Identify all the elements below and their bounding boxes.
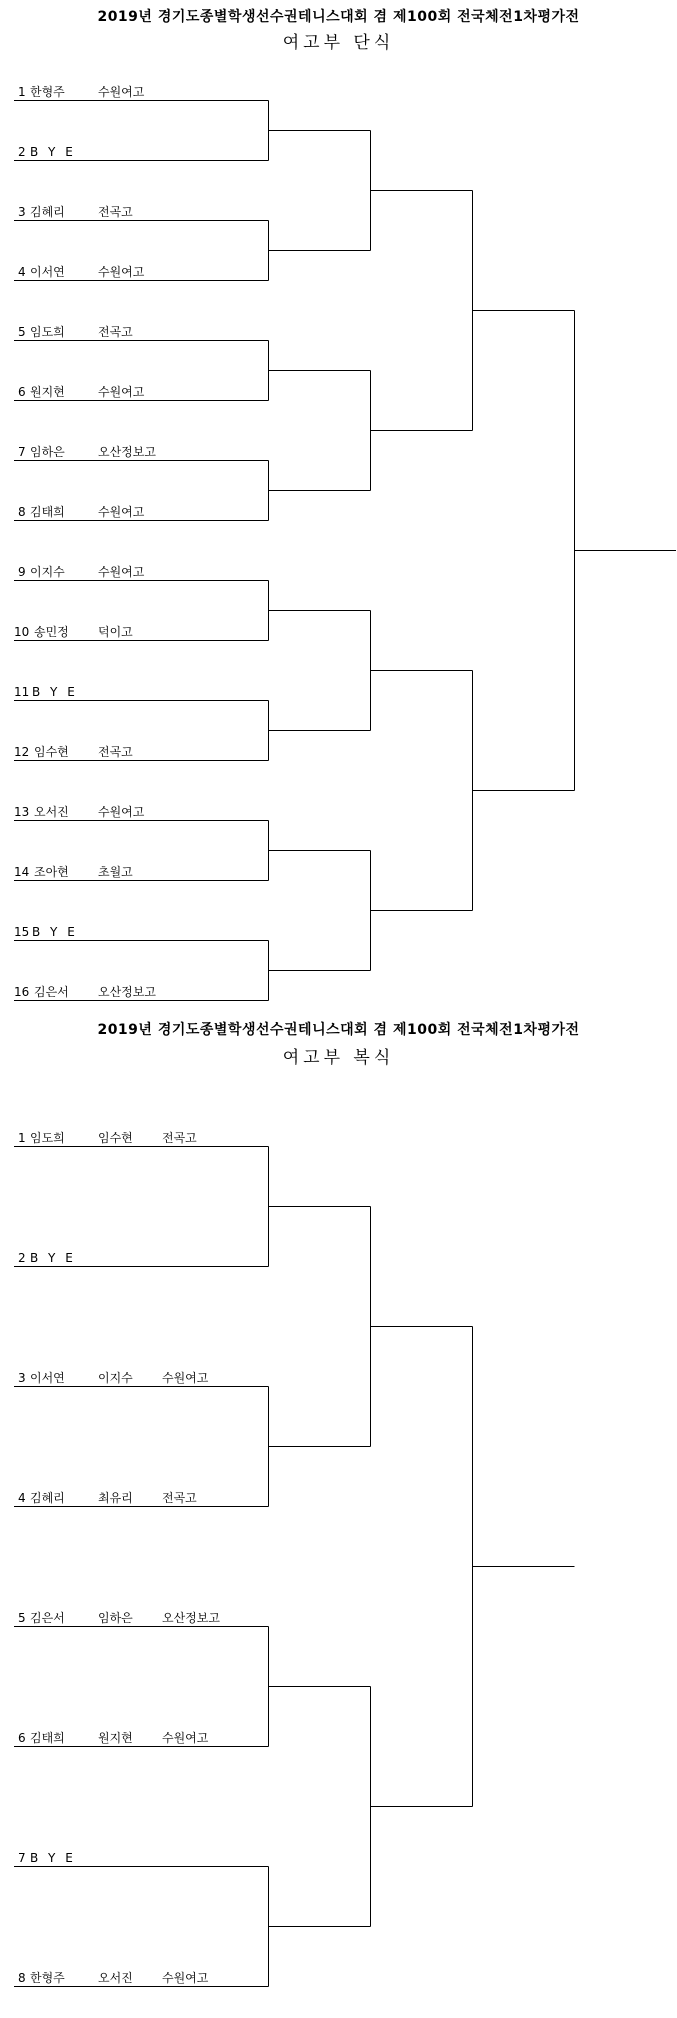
doubles-subtitle: 여고부 복식: [282, 1048, 395, 1068]
entry-bye: B Y E: [30, 1251, 76, 1265]
entry-seed: 14: [14, 865, 30, 879]
entry-player1-name: 한형주: [30, 1971, 65, 1985]
entry-school: 수원여고: [98, 265, 145, 279]
entry-seed: 2: [18, 1251, 26, 1265]
entry-player2-name: 최유리: [98, 1491, 133, 1505]
entry-seed: 3: [18, 1371, 26, 1385]
entry-player2-name: 오서진: [98, 1971, 133, 1985]
entry-bye: B Y E: [30, 145, 76, 159]
entry-seed: 5: [18, 325, 26, 339]
entry-seed: 4: [18, 1491, 26, 1505]
entry-player-name: 김혜리: [30, 205, 65, 219]
entry-bye: B Y E: [32, 925, 78, 939]
entry-seed: 11: [14, 685, 30, 699]
entry-school: 수원여고: [162, 1971, 209, 1985]
entry-school: 전곡고: [98, 325, 133, 339]
entry-school: 수원여고: [162, 1371, 209, 1385]
entry-player-name: 송민정: [34, 625, 69, 639]
entry-seed: 10: [14, 625, 30, 639]
entry-player-name: 이서연: [30, 265, 65, 279]
singles-subtitle: 여고부 단식: [282, 33, 395, 53]
entry-player-name: 김은서: [34, 985, 69, 999]
entry-school: 오산정보고: [98, 445, 156, 459]
entry-school: 전곡고: [98, 205, 133, 219]
entry-school: 수원여고: [98, 505, 145, 519]
entry-school: 수원여고: [98, 385, 145, 399]
entry-player2-name: 이지수: [98, 1371, 133, 1385]
entry-seed: 6: [18, 385, 26, 399]
entry-player2-name: 원지현: [98, 1731, 133, 1745]
entry-player-name: 김태희: [30, 505, 65, 519]
entry-school: 수원여고: [98, 565, 145, 579]
entry-seed: 7: [18, 1851, 26, 1865]
entry-bye: B Y E: [32, 685, 78, 699]
entry-seed: 8: [18, 1971, 26, 1985]
entry-seed: 15: [14, 925, 30, 939]
entry-school: 오산정보고: [162, 1611, 220, 1625]
entry-school: 오산정보고: [98, 985, 156, 999]
entry-seed: 9: [18, 565, 26, 579]
entry-player1-name: 김은서: [30, 1611, 65, 1625]
entry-seed: 3: [18, 205, 26, 219]
entry-school: 초월고: [98, 865, 133, 879]
entry-seed: 13: [14, 805, 30, 819]
doubles-title: 2019년 경기도종별학생선수권테니스대회 겸 제100회 전국체전1차평가전: [97, 1022, 580, 1038]
entry-player-name: 임수현: [34, 745, 69, 759]
entry-player2-name: 임수현: [98, 1131, 133, 1145]
singles-title: 2019년 경기도종별학생선수권테니스대회 겸 제100회 전국체전1차평가전: [97, 9, 580, 25]
entry-player-name: 이지수: [30, 565, 65, 579]
entry-seed: 4: [18, 265, 26, 279]
entry-player-name: 임도희: [30, 325, 65, 339]
entry-school: 전곡고: [162, 1491, 197, 1505]
entry-bye: B Y E: [30, 1851, 76, 1865]
entry-player1-name: 이서연: [30, 1371, 65, 1385]
entry-seed: 2: [18, 145, 26, 159]
entry-school: 수원여고: [98, 805, 145, 819]
entry-school: 덕이고: [98, 625, 133, 639]
entry-seed: 7: [18, 445, 26, 459]
entry-school: 전곡고: [162, 1131, 197, 1145]
entry-seed: 16: [14, 985, 30, 999]
entry-player-name: 임하은: [30, 445, 65, 459]
entry-player-name: 조아현: [34, 865, 69, 879]
entry-player1-name: 김혜리: [30, 1491, 65, 1505]
entry-seed: 12: [14, 745, 30, 759]
entry-seed: 1: [18, 85, 26, 99]
entry-player2-name: 임하은: [98, 1611, 133, 1625]
entry-seed: 6: [18, 1731, 26, 1745]
entry-player-name: 오서진: [34, 805, 69, 819]
entry-player-name: 한형주: [30, 85, 65, 99]
entry-player1-name: 김태희: [30, 1731, 65, 1745]
entry-seed: 5: [18, 1611, 26, 1625]
entry-school: 수원여고: [162, 1731, 209, 1745]
entry-school: 전곡고: [98, 745, 133, 759]
entry-seed: 1: [18, 1131, 26, 1145]
entry-player1-name: 임도희: [30, 1131, 65, 1145]
entry-seed: 8: [18, 505, 26, 519]
entry-player-name: 원지현: [30, 385, 65, 399]
entry-school: 수원여고: [98, 85, 145, 99]
